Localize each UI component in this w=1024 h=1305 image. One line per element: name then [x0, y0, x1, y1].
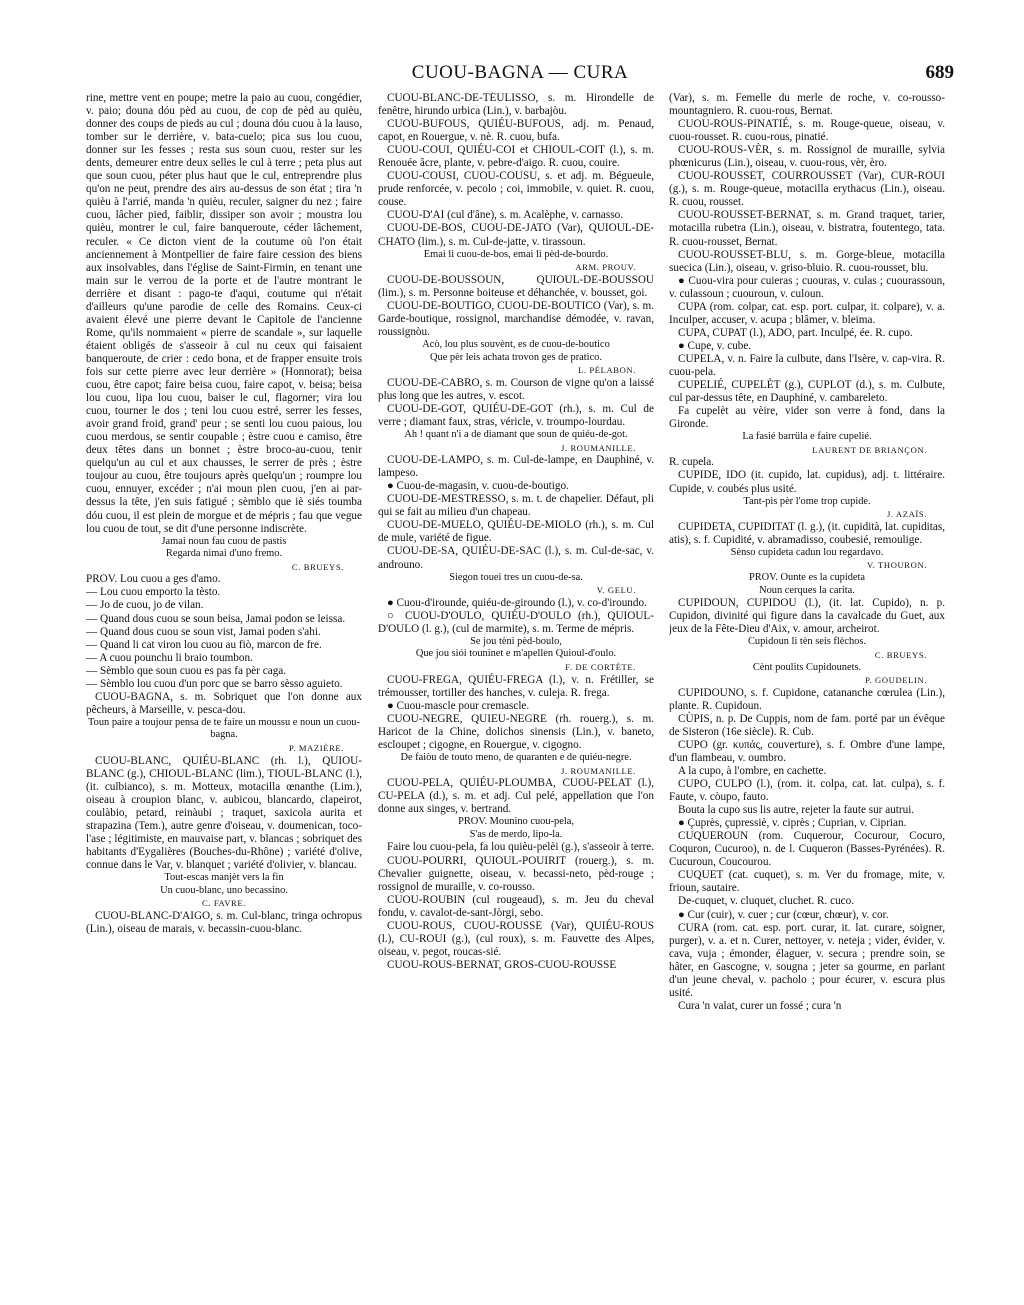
- dictionary-entry: CÙPIS, n. p. De Cuppis, nom de fam. porté par un évêque de Sisteron (16e siècle). R. Cub.: [669, 712, 945, 738]
- dictionary-entry: C. FAVRE.: [201, 898, 246, 909]
- dictionary-entry: Un cuou-blanc, uno becassino.: [160, 884, 288, 896]
- dictionary-entry: CUOU-DE-LAMPO, s. m. Cul-de-lampe, en Dauphiné, v. lampeso.: [378, 454, 654, 480]
- page-header: [86, 62, 954, 90]
- column-right: [669, 92, 945, 1272]
- dictionary-entry: P. GOUDELIN.: [865, 675, 927, 686]
- dictionary-entry: Jamai noun fau cuou de pastis: [161, 535, 287, 547]
- dictionary-entry: CUOU-COUSI, CUOU-COUSU, s. et adj. m. Bégueule, prude renforcée, v. pecolo ; coi, immobile, v. quiet. R. cuou, couse.: [378, 170, 654, 209]
- dictionary-entry: CUPIDOUN, CUPIDOU (l.), (it. lat. Cupido), n. p. Cupidon, divinité qui figure dans la cavalcade du Guet, aux jeux de la Fête-Dieu d'Aix, v. amour, archeirot.: [669, 597, 945, 636]
- dictionary-entry: Toun paire a toujour pensa de te faire un moussu e noun un cuou-bagna.: [88, 716, 360, 741]
- dictionary-entry: Cènt poulits Cupidounets.: [752, 661, 862, 673]
- dictionary-entry: V. GELU.: [596, 585, 636, 596]
- dictionary-entry: C. BRUEYS.: [291, 561, 344, 572]
- dictionary-entry: CUOU-BLANC-DE-TÉULISSO, s. m. Hirondelle de fenêtre, hirundo urbica (Lin.), v. barbajòu.: [378, 92, 654, 118]
- column-left: [86, 92, 362, 1272]
- dictionary-entry: PROV. Ounte es la cupideta: [748, 572, 866, 584]
- dictionary-entry: CUOU-ROUBIN (cul rougeaud), s. m. Jeu du cheval fondu, v. cavalot-de-sant-Jòrgi, sebo.: [378, 893, 654, 919]
- dictionary-entry: CUOU-BAGNA, s. m. Sobriquet que l'on donne aux pêcheurs, à Marseille, v. pesca-dou.: [86, 690, 362, 716]
- dictionary-entry: Bouta la cupo sus lis autre, rejeter la faute sur autrui.: [678, 804, 915, 817]
- dictionary-entry: Sènso cupideta cadun lou regardavo.: [730, 546, 884, 558]
- dictionary-entry: J. AZAÏS.: [886, 509, 927, 520]
- dictionary-entry: rine, mettre vent en poupe; metre la paio au cuou, congédier, v. paio; douna dóu pèd au cuou, de cop de pèd au quièu, donner des coups de pieds au cul ; douna dóu cuou à la lauso, tomber sur le derrière, v. bata-cuelo; pica sus lou cuou, donner sur les fesses ; resta sus soun cuou, rester sur les dents, demeurer entre deux selles le cul à terre ; peta plus aut que soun cuou, péter plus haut que le cul, entreprendre plus qu'on ne peut, prendre des airs au-dessus de son état ; tira 'n quièu à l'arrié, manda 'n quièu, reculer, saigner du nez ; faire cuou, lâcher pied, faiblir, dissiper son avoir ; moustra lou quièu, montrer le cul, faire banqueroute, céder lâchement, reculer. « Ce dicton vient de la coutume où l'on était anciennement à Montpellier de faire faire cession des biens aux insolvables, dans l'église de Saint-Firmin, en tenant une main sur le verrou de la porte et de l'autre montrant le derrière et disant : pago-te d'aqui, coutume qui n'était d'ailleurs qu'une parodie de celle des Romains. Ceux-ci avaient élevé une pierre devant le Capitole de l'ancienne Rome, qu'ils nommaient « pierre de scandale », sur laquelle étaient obligés de s'asseoir à cul nu ceux qui faisaient banqueroute, de crier : cedo bona, et de frapper ensuite trois fois sur cette pierre avec leur derrière » (Honnorat); beisa cuou, être capot; faire beisa cuou, faire capot, v. beisa; beisa lou cuou, lipa lou cuou, baiser le cul, flagorner; vira lou cuou, tourner le dos ; teni lou cuou estré, serrer les fesses, avoir grand froid, grand' peur ; se senti lou cuou paious, lou cuou merdous, se sentir coupable ; èstre cuou e camiso, être deux têtes dans un bonnet ; èstre broco-au-cuou, tenir quelqu'un au cul et aux chausses, le serrer de près ; èstre toujour au cuou, être toujours après quelqu'un ; roumpre lou cuou, ennuyer, excéder ; n'ai moun plen cuou, j'en ai par-dessus la tête, j'en suis fatigué ; sèmblo que iè siés toumba dóu cuou, il est plein de morgue et de mépris ; fau que vegue lou cuou de tout, se dit d'une personne indiscrète.: [86, 92, 362, 535]
- dictionary-entry: Tout-escas manjèt vers la fin: [164, 872, 284, 884]
- dictionary-entry: J. ROUMANILLE.: [561, 442, 636, 453]
- dictionary-entry: ● Cuou-d'irounde, quiéu-de-giroundo (l.), v. co-d'iroundo.: [387, 596, 647, 609]
- dictionary-entry: La fasié barrüla e faire cupelié.: [742, 431, 872, 443]
- dictionary-entry: ● Cur (cuir), v. cuer ; cur (cœur, chœur), v. cor.: [678, 908, 889, 921]
- dictionary-entry: ○ CUOU-D'OULO, QUIÉU-D'OULO (rh.), QUIOUL-D'OULO (l. g.), (cul de marmite), s. m. Terme de mépris.: [378, 609, 654, 635]
- dictionary-entry: ARM. PROUV.: [575, 262, 636, 273]
- dictionary-entry: — Quand dous cuou se soun beisa, Jamai podon se leissa.: [86, 612, 346, 625]
- dictionary-entry: PROV. Lou cuou a ges d'amo.: [86, 573, 221, 586]
- dictionary-entry: ● Cuou-vira pour cuieras ; cuouras, v. culas ; cuourassoun, v. culassoun ; cuouroun, v. culoun.: [669, 274, 945, 300]
- dictionary-entry: CUPIDOUNO, s. f. Cupidone, catananche cœrulea (Lin.), plante. R. Cupidoun.: [669, 686, 945, 712]
- column-middle: [378, 92, 654, 1272]
- dictionary-entry: CUOU-POURRI, QUIOUL-POUIRIT (rouerg.), s. m. Chevalier guignette, oiseau, v. becassi-neto, pèd-rouge ; rossignol de muraille, v. co-rousso.: [378, 854, 654, 893]
- dictionary-entry: F. DE CORTÈTE.: [565, 662, 636, 673]
- dictionary-entry: C. BRUEYS.: [874, 649, 927, 660]
- dictionary-entry: CUOU-ROUSSET-BLU, s. m. Gorge-bleue, motacilla suecica (Lin.), oiseau, v. griso-bluio. R. cuou-rousset, blu.: [669, 248, 945, 274]
- dictionary-entry: — Quand dous cuou se soun vist, Jamai poden s'ahi.: [86, 625, 321, 638]
- dictionary-entry: Que pèr leis achata trovon ges de pratico.: [430, 351, 602, 363]
- dictionary-entry: CUPO, CULPO (l.), (rom. it. colpa, cat. lat. culpa), s. f. Faute, v. còupo, fauto.: [669, 778, 945, 804]
- dictionary-entry: CUPA (rom. colpar, cat. esp. port. culpar, it. colpare), v. a. Inculper, accuser, v. acupa ; blâmer, v. bleima.: [669, 300, 945, 326]
- dictionary-entry: P. MAZIÈRE.: [288, 743, 344, 754]
- dictionary-entry: PROV. Mounino cuou-pela,: [458, 816, 574, 828]
- dictionary-entry: Tant-pis pèr l'ome trop cupide.: [743, 495, 871, 507]
- dictionary-entry: ● Cupe, v. cube.: [678, 339, 752, 352]
- dictionary-entry: CUOU-DE-MESTRESSO, s. m. t. de chapelier. Défaut, pli qui se fait au milieu d'un chapeau.: [378, 493, 654, 519]
- dictionary-entry: V. THOURON.: [867, 560, 927, 571]
- dictionary-entry: ● Çuprès, çupressiè, v. ciprès ; Cuprian, v. Ciprian.: [678, 817, 907, 830]
- dictionary-entry: R. cupela.: [669, 456, 715, 469]
- dictionary-entry: CUOU-FREGA, QUIÉU-FREGA (l.), v. n. Frétiller, se trémousser, tortiller des hanches, v. culeja. R. frega.: [378, 673, 654, 699]
- dictionary-entry: CUOU-ROUS-PINATIÉ, s. m. Rouge-queue, oiseau, v. cuou-rousset. R. cuou-rous, pinatié.: [669, 118, 945, 144]
- dictionary-entry: A la cupo, à l'ombre, en cachette.: [678, 765, 827, 777]
- dictionary-entry: CUOU-D'AI (cul d'âne), s. m. Acalèphe, v. carnasso.: [387, 209, 623, 222]
- dictionary-entry: Cura 'n valat, curer un fossé ; cura 'n: [678, 999, 842, 1012]
- dictionary-entry: L. PÉLABON.: [578, 365, 636, 376]
- dictionary-entry: CUPA, CUPAT (l.), ADO, part. Inculpé, ée. R. cupo.: [678, 326, 913, 339]
- dictionary-entry: CUOU-DE-MUELO, QUIÉU-DE-MIOLO (rh.), s. m. Cul de mule, variété de figue.: [378, 519, 654, 545]
- dictionary-entry: (Var), s. m. Femelle du merle de roche, v. co-rousso-mountagniero. R. cuou-rous, Bernat.: [669, 92, 945, 118]
- dictionary-entry: CUPELIÉ, CUPELÈT (g.), CUPLOT (d.), s. m. Culbute, cul par-dessus tête, en Dauphiné, v. cambareleto.: [669, 379, 945, 405]
- dictionary-entry: CUOU-DE-GOT, QUIÉU-DE-GOT (rh.), s. m. Cul de verre ; diamant faux, stras, véricle, v. troumpo-lourdau.: [378, 402, 654, 428]
- dictionary-entry: LAURENT DE BRIANÇON.: [812, 444, 927, 455]
- dictionary-entry: Emai li cuou-de-bos, emai li pèd-de-bourdo.: [423, 248, 609, 260]
- dictionary-entry: Noun cerques la carita.: [759, 584, 855, 596]
- dictionary-entry: CUPIDE, IDO (it. cupido, lat. cupidus), adj. t. littéraire. Cupide, v. coubés plus usité.: [669, 469, 945, 495]
- running-title: CUOU-BAGNA — CURA: [411, 62, 629, 83]
- dictionary-entry: CUPO (gr. κυπάς, couverture), s. f. Ombre d'une lampe, d'un flambeau, v. oumbro.: [669, 738, 945, 764]
- dictionary-entry: CUOU-PELA, QUIÉU-PLOUMBA, CUOU-PELAT (l.), CU-PELA (d.), s. m. et adj. Cul pelé, appellation que l'on donne aux singes, v. bertrand.: [378, 777, 654, 816]
- dictionary-entry: — Sèmblo lou cuou d'un porc que se barro sèsso aguieto.: [86, 677, 343, 690]
- dictionary-entry: CUOU-ROUSSET-BERNAT, s. m. Grand traquet, tarier, motacilla rubetra (Lin.), oiseau, v. bistratra, foutentego, tata. R. cuou-rousset, Bernat.: [669, 209, 945, 248]
- dictionary-entry: J. ROUMANILLE.: [561, 765, 636, 776]
- dictionary-entry: Que jou siói touninet e m'apellen Quioul-d'oulo.: [415, 648, 617, 660]
- dictionary-entry: Fa cupelèt au vèire, vider son verre à fond, dans la Gironde.: [669, 405, 945, 431]
- dictionary-entry: — Jo de cuou, jo de vilan.: [86, 599, 204, 612]
- dictionary-entry: S'as de merdo, lipo-la.: [469, 828, 563, 840]
- dictionary-entry: CUOU-BLANC-D'AIGO, s. m. Cul-blanc, tringa ochropus (Lin.), oiseau de marais, v. becassin-cuou-blanc.: [86, 909, 362, 935]
- page-number: 689: [925, 62, 954, 83]
- dictionary-entry: CUOU-DE-SA, QUIÉU-DE-SAC (l.), s. m. Cul-de-sac, v. androuno.: [378, 545, 654, 571]
- dictionary-entry: ● Cuou-de-magasin, v. cuou-de-boutigo.: [387, 480, 569, 493]
- dictionary-entry: CUPIDETA, CUPIDITAT (l. g.), (it. cupidità, lat. cupiditas, atis), s. f. Cupidité, v. abramadisso, coubesié, remoulige.: [669, 520, 945, 546]
- dictionary-entry: Regarda nimai d'uno fremo.: [165, 548, 283, 560]
- dictionary-entry: CUOU-ROUSSET, COURROUSSET (Var), CUR-ROUI (g.), s. m. Rouge-queue, motacilla erythacus (Lin.), oiseau. R. cuou, rousset.: [669, 170, 945, 209]
- dictionary-entry: CUOU-BUFOUS, QUIÉU-BUFOUS, adj. m. Penaud, capot, en Rouergue, v. nè. R. cuou, bufa.: [378, 118, 654, 144]
- dictionary-entry: — Quand li cat viron lou cuou au fiò, marcon de fre.: [86, 638, 322, 651]
- dictionary-entry: CUOU-BLANC, QUIÉU-BLANC (rh. l.), QUIOU-BLANC (g.), CHIOUL-BLANC (lim.), TIOUL-BLANC (l.), (it. culbianco), s. m. Motteux, motacilla œnanthe (Lim.), oiseau à croupion blanc, v. aubicou, blancardo, clapeirot, coulàbio, petard, reinàubi ; traquet, saxicola aurita et strapazina (Tem.), autre genre d'oiseau, v. doumenican, toco-l'ase ; légitimiste, en mauvaise part, v. blancas ; sobriquet des habitants d'Eygalières (Bouches-du-Rhône) ; variété d'olive, connue dans le Var, v. blanquet ; variété d'olivier, v. blancau.: [86, 754, 362, 872]
- dictionary-entry: Ah ! quant n'i a de diamant que soun de quiéu-de-got.: [404, 428, 628, 440]
- dictionary-entry: De-cuquet, v. cluquet, cluchet. R. cuco.: [678, 895, 855, 908]
- dictionary-entry: Siegon touei tres un cuou-de-sa.: [449, 571, 583, 583]
- dictionary-entry: CURA (rom. cat. esp. port. curar, it. lat. curare, soigner, purger), v. a. et n. Curer, nettoyer, v. neteja ; vider, évider, v. cava, vuja ; émonder, élaguer, v. secura ; prendre soin, se hâter, en Gascogne, v. sougna ; jeter sa gourme, en parlant d'un jeune cheval, v. pacholo ; pour écurer, v. escura plus usité.: [669, 921, 945, 999]
- dictionary-entry: CUQUEROUN (rom. Cuquerour, Cocurour, Cocuro, Coquron, Cucuroo), n. de l. Cuqueron (Basses-Pyrénées). R. Cucuroun, Coucourou.: [669, 830, 945, 869]
- dictionary-entry: Cupidoun li tèn seis flèchos.: [747, 636, 867, 648]
- dictionary-entry: CUQUET (cat. cuquet), s. m. Ver du fromage, mite, v. frioun, sautaire.: [669, 869, 945, 895]
- dictionary-entry: CUOU-ROUS-VÈR, s. m. Rossignol de muraille, sylvia phœnicurus (Lin.), oiseau, v. cuou-rous, vèr, èro.: [669, 144, 945, 170]
- dictionary-entry: CUOU-COUI, QUIÉU-COI et CHIOUL-COIT (l.), s. m. Renouée âcre, plante, v. pebre-d'aigo. R. cuou, couire.: [378, 144, 654, 170]
- dictionary-entry: Acò, lou plus souvènt, es de cuou-de-boutico: [422, 338, 610, 350]
- dictionary-entry: — A cuou pounchu li braio toumbon.: [86, 651, 253, 664]
- dictionary-entry: — Sèmblo que soun cuou es pas fa pèr caga.: [86, 664, 287, 677]
- dictionary-entry: CUOU-DE-BOS, CUOU-DE-JATO (Var), QUIOUL-DE-CHATO (lim.), s. m. Cul-de-jatte, v. tirassoun.: [378, 222, 654, 248]
- dictionary-entry: De faiòu de touto meno, de quaranten e de quiéu-negre.: [400, 751, 632, 763]
- dictionary-entry: CUOU-ROUS, CUOU-ROUSSE (Var), QUIÉU-ROUS (l.), CU-ROUI (g.), (cul roux), s. m. Fauvette des Alpes, oiseau, v. pegot, roucas-sié.: [378, 919, 654, 958]
- dictionary-entry: Se jou tèni pèd-boulo,: [470, 635, 562, 647]
- dictionary-entry: Faire lou cuou-pela, fa lou quièu-pelèi (g.), s'asseoir à terre.: [387, 841, 654, 854]
- dictionary-entry: CUOU-DE-CABRO, s. m. Courson de vigne qu'on a laissé plus long que les autres, v. escot.: [378, 376, 654, 402]
- dictionary-entry: CUOU-NEGRE, QUIEU-NEGRE (rh. rouerg.), s. m. Haricot de la Chine, dolichos sinensis (Lin.), v. baneto, escloupet ; cigogne, en Rouergue, v. cigogno.: [378, 712, 654, 751]
- dictionary-entry: CUOU-DE-BOUSSOUN, QUIOUL-DE-BOUSSOU (lim.), s. m. Personne boiteuse et déhanchée, v. bousset, goi.: [378, 273, 654, 299]
- dictionary-entry: — Lou cuou emporto la tèsto.: [86, 586, 221, 599]
- dictionary-entry: CUOU-ROUS-BERNAT, GROS-CUOU-ROUSSE: [387, 958, 617, 971]
- dictionary-entry: CUPELA, v. n. Faire la culbute, dans l'Isère, v. cap-vira. R. cuou-pela.: [669, 352, 945, 378]
- dictionary-entry: CUOU-DE-BOUTIGO, CUOU-DE-BOUTICO (Var), s. m. Garde-boutique, rossignol, marchandise démodée, v. ravan, roussignòu.: [378, 299, 654, 338]
- dictionary-entry: ● Cuou-mascle pour cremascle.: [387, 699, 530, 712]
